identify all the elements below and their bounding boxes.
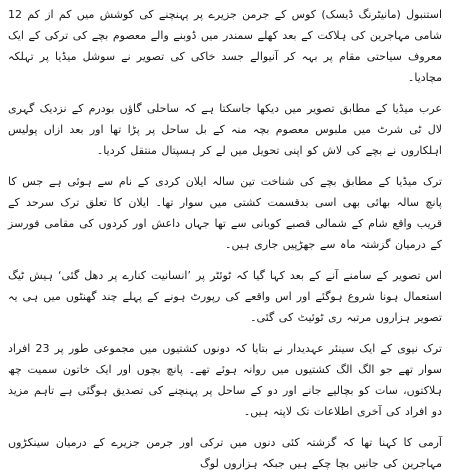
paragraph: استنبول (مانیٹرنگ ڈیسک) کوس کے جرمن جزیرے پر پہنچنے کی کوشش میں کم از کم 12 شامی مہاجرین کی ہلاکت کے بعد کھلے سمندر میں ڈوبنے والے معصوم بچے کی ترکی کے ایک معروف سیاحتی مقام پر بہہ کر آنیوالے جسد خاکی کی تصویر نے سوشل میڈیا پر تہلکہ مچادیا۔ <box>8 8 442 84</box>
paragraph: آرمی کا کہنا تھا کہ گزشتہ کئی دنوں میں ترکی اور جرمن جزیرے کے درمیان سینکڑوں مہاجرین کی جانیں بچا چکے ہیں جبکہ ہزاروں لوگ <box>8 436 442 470</box>
paragraph: عرب میڈیا کے مطابق تصویر میں دیکھا جاسکتا ہے کہ ساحلی گاؤں بودرم کے نزدیک گہری لال ٹی شرٹ میں ملبوس معصوم بچہ منہ کے بل ساحل پر پڑا تھا اور بعد ازاں پولیس اہلکاروں نے بچے کی لاش کو اپنی تحویل میں لے کر ہسپتال منتقل کردیا۔ <box>8 102 442 157</box>
paragraph: اس تصویر کے سامنے آنے کے بعد کہا گیا کہ ٹوئٹر پر ’انسانیت کنارے پر دھل گئی‘ ہیش ٹیگ استعمال ہونا شروع ہوگئے اور اس واقعے کی رپورٹ ہونے کے پہلے چند گھنٹوں میں ہی یہ تصویر ہزاروں مرتبہ ری ٹوئیٹ کی گئی۔ <box>8 269 442 324</box>
paragraph: ترک میڈیا کے مطابق بچے کی شناخت تین سالہ ایلان کردی کے نام سے ہوئی ہے جس کا پانچ سالہ بھائی بھی اسی بدقسمت کشتی میں سوار تھا۔ ایلان کا تعلق ترک سرحد کے قریب واقع شام کے شمالی قصبے کوبانی سے تھا جہاں داعش اور کردوں کی مقامی فورسز کے درمیان گزشتہ ماہ سے جھڑپیں جاری ہیں۔ <box>8 175 442 251</box>
paragraph: ترک نیوی کے ایک سینئر عہدیدار نے بتایا کہ دونوں کشتیوں میں مجموعی طور پر 23 افراد سوار تھے جو الگ الگ کشتیوں میں روانہ ہوئے تھے۔ پانچ بچوں اور ایک خاتون سمیت چھ ہلاکتوں، سات کو بچالیے جانے اور دو کے ساحل پر پہنچنے کی تصدیق ہوگئی ہے تاہم مزید دو افراد کی آخری اطلاعات تک لاپتہ ہیں۔ <box>8 342 442 418</box>
